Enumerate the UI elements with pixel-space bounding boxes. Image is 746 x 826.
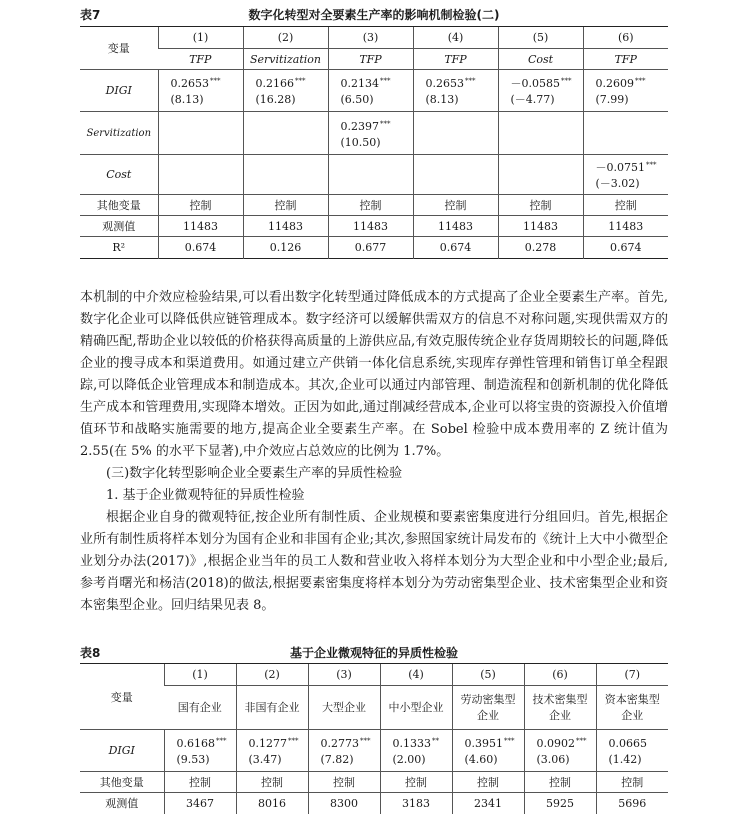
section-heading: (三)数字化转型影响企业全要素生产率的异质性检验: [106, 466, 403, 481]
stars: ***: [561, 77, 572, 85]
t8-digi-cell: [380, 730, 452, 772]
t8-col-num: (1): [164, 664, 236, 686]
stars: ***: [380, 77, 391, 85]
paragraph: 本机制的中介效应检验结果,可以看出数字化转型通过降低成本的方式提高了企业全要素生产率。首先,数字化企业可以降低供应链管理成本。数字经济可以缓解供需双方的信息不对称问题,实现供需双方的精确匹配,帮助企业以较低的价格获得高质量的上游供应品,有效克服传统企业存货周期较长的问题,降低企业的搜寻成本和渠道费用。如通过建立产供销一体化信息系统,实现库存弹性管理和销售订单全程跟踪,可以降低企业管理成本和制造成本。其次,企业可以通过内部管理、制造流程和创新机制的优化降低生产成本和管理费用,实现降本增效。正因为如此,通过削减经营成本,企业可以将宝贵的资源投入价值增值环节和战略实施需要的地方,提高企业全要素生产率。在 Sobel 检验中成本费用率的 Z 统计值为 2.55(在 5% 的水平下显著),中介效应占总效应的比例为 1.7%。: [80, 290, 668, 459]
t7-empty-cell: [158, 155, 243, 195]
t7-cost-cell: [583, 155, 668, 195]
t7-controls-cell: 控制: [583, 195, 668, 216]
t7-controls-cell: 控制: [498, 195, 583, 216]
t7-digi-cell: [243, 70, 328, 112]
stars: **: [432, 737, 439, 745]
coef: 0.2609: [595, 77, 634, 90]
stars: ***: [295, 77, 306, 85]
stars: ***: [646, 161, 657, 169]
t7-row-label-cost: Cost: [80, 155, 158, 195]
group-line1: 资本密集型: [604, 692, 660, 706]
t7-empty-cell: [413, 112, 498, 155]
group-line1: 大型企业: [322, 700, 366, 714]
stars: ***: [635, 77, 646, 85]
coef: 0.1277: [248, 737, 287, 750]
t-stat: (3.47): [248, 753, 282, 766]
coef: －0.0585: [510, 77, 560, 90]
t8-digi-cell: [452, 730, 524, 772]
t7-dep-var: TFP: [328, 49, 413, 70]
t7-col-num: (5): [498, 27, 583, 49]
t8-controls-cell: 控制: [452, 772, 524, 793]
group-line1: 国有企业: [177, 700, 222, 714]
t7-digi-cell: [328, 70, 413, 112]
t7-row-label-obs: 观测值: [80, 216, 158, 237]
t8-group-label: [164, 686, 236, 730]
t7-controls-cell: 控制: [243, 195, 328, 216]
stars: ***: [465, 77, 476, 85]
t7-r2-cell: 0.126: [243, 237, 328, 259]
t8-obs-cell: 5696: [596, 793, 668, 814]
t7-col-num: (4): [413, 27, 498, 49]
t7-empty-cell: [328, 155, 413, 195]
coef: 0.3951: [464, 737, 503, 750]
t-stat: (4.60): [464, 753, 498, 766]
t8-group-label: [596, 686, 668, 730]
t7-col-num: (3): [328, 27, 413, 49]
t8-row-label-obs: 观测值: [80, 793, 164, 814]
t8-col-num: (6): [524, 664, 596, 686]
t8-group-label: [236, 686, 308, 730]
t8-col-num: (7): [596, 664, 668, 686]
t7-col-num: (6): [583, 27, 668, 49]
t8-controls-cell: 控制: [164, 772, 236, 793]
group-line2: 企业: [549, 708, 571, 722]
t7-obs-cell: 11483: [158, 216, 243, 237]
table8-title: 基于企业微观特征的异质性检验: [289, 646, 458, 660]
t8-digi-cell: [308, 730, 380, 772]
t8-row-label-controls: 其他变量: [80, 772, 164, 793]
t7-obs-cell: 11483: [498, 216, 583, 237]
t8-group-label: [380, 686, 452, 730]
t8-obs-cell: 3467: [164, 793, 236, 814]
t8-obs-cell: 8016: [236, 793, 308, 814]
t8-col-num: (4): [380, 664, 452, 686]
t7-obs-cell: 11483: [583, 216, 668, 237]
t-stat: (8.13): [425, 93, 459, 106]
group-line1: 劳动密集型: [460, 692, 516, 706]
t8-var-header: 变量: [80, 664, 164, 730]
paragraph: 根据企业自身的微观特征,按企业所有制性质、企业规模和要素密集度进行分组回归。首先,根据企业所有制性质将样本划分为国有企业和非国有企业;其次,参照国家统计局发布的《统计上大中小微型企业划分办法(2017)》,根据企业当年的员工人数和营业收入将样本划分为大型企业和中小型企业;最后,参考肖曙光和杨洁(2018)的做法,根据要素密集度将样本划分为劳动密集型企业、技术密集型企业和资本密集型企业。回归结果见表 8。: [80, 510, 668, 613]
t-stat: (10.50): [340, 135, 381, 149]
t-stat: (16.28): [255, 93, 296, 106]
group-line2: 企业: [477, 708, 499, 722]
t-stat: (7.82): [320, 753, 354, 766]
t7-digi-cell: [158, 70, 243, 112]
t7-empty-cell: [243, 112, 328, 155]
t-stat: (9.53): [176, 753, 210, 766]
t-stat: (1.42): [608, 753, 642, 766]
coef: 0.6168: [176, 737, 215, 750]
t7-var-header: 变量: [80, 27, 158, 70]
t7-r2-cell: 0.278: [498, 237, 583, 259]
t7-controls-cell: 控制: [328, 195, 413, 216]
t8-controls-cell: 控制: [308, 772, 380, 793]
t7-empty-cell: [583, 112, 668, 155]
t7-digi-cell: [498, 70, 583, 112]
group-line1: 中小型企业: [388, 700, 444, 714]
coef: 0.2653: [170, 77, 209, 90]
t8-col-num: (2): [236, 664, 308, 686]
stars: ***: [504, 737, 515, 745]
t8-obs-cell: 2341: [452, 793, 524, 814]
stars: ***: [288, 737, 299, 745]
table7-label: 表7: [80, 8, 101, 22]
t-stat: (8.13): [170, 93, 204, 106]
coef: 0.2773: [320, 737, 359, 750]
t7-servitization-cell: [328, 112, 413, 155]
t-stat: (－3.02): [595, 177, 640, 190]
t8-group-label: [308, 686, 380, 730]
t8-row-label-digi: DIGI: [80, 730, 164, 772]
t8-col-num: (5): [452, 664, 524, 686]
t7-col-num: (1): [158, 27, 243, 49]
t7-dep-var: Servitization: [243, 49, 328, 70]
coef: 0.2134: [340, 77, 379, 90]
coef: 0.0902: [536, 737, 575, 750]
table8-caption: [80, 644, 668, 662]
t7-r2-cell: 0.677: [328, 237, 413, 259]
stars: ***: [360, 737, 371, 745]
t7-digi-cell: [413, 70, 498, 112]
t-stat: (3.06): [536, 753, 570, 766]
group-line1: 技术密集型: [532, 692, 588, 706]
t-stat: (－4.77): [510, 93, 555, 106]
coef: 0.2653: [425, 77, 464, 90]
t8-digi-cell: [524, 730, 596, 772]
t7-digi-cell: [583, 70, 668, 112]
t7-dep-var: Cost: [498, 49, 583, 70]
table7-caption: [80, 6, 668, 24]
coef: 0.2166: [255, 77, 294, 90]
t8-group-label: [524, 686, 596, 730]
t7-obs-cell: 11483: [328, 216, 413, 237]
t7-r2-cell: 0.674: [583, 237, 668, 259]
t-stat: (6.50): [340, 93, 374, 106]
t8-group-label: [452, 686, 524, 730]
t7-dep-var: TFP: [583, 49, 668, 70]
t7-r2-cell: 0.674: [413, 237, 498, 259]
coef: 0.0665: [608, 737, 647, 750]
t7-empty-cell: [498, 155, 583, 195]
stars: ***: [210, 77, 221, 85]
t7-dep-var: TFP: [413, 49, 498, 70]
t8-controls-cell: 控制: [236, 772, 308, 793]
t8-obs-cell: 5925: [524, 793, 596, 814]
t8-obs-cell: 8300: [308, 793, 380, 814]
t8-digi-cell: [164, 730, 236, 772]
body-text: [80, 287, 668, 617]
t7-controls-cell: 控制: [413, 195, 498, 216]
table8: [80, 663, 668, 814]
t7-dep-var: TFP: [158, 49, 243, 70]
group-line2: 企业: [621, 708, 644, 722]
coef: －0.0751: [595, 161, 645, 174]
t7-row-label-servitization: Servitization: [80, 112, 158, 155]
t7-empty-cell: [413, 155, 498, 195]
t7-controls-cell: 控制: [158, 195, 243, 216]
stars: ***: [576, 737, 587, 745]
table7-title: 数字化转型对全要素生产率的影响机制检验(二): [248, 8, 500, 22]
t7-obs-cell: 11483: [413, 216, 498, 237]
t-stat: (7.99): [595, 93, 629, 106]
table8-label: 表8: [80, 646, 101, 660]
t7-row-label-controls: 其他变量: [80, 195, 158, 216]
t8-controls-cell: 控制: [380, 772, 452, 793]
coef: 0.1333: [392, 737, 431, 750]
t7-col-num: (2): [243, 27, 328, 49]
t8-digi-cell: [596, 730, 668, 772]
t7-empty-cell: [498, 112, 583, 155]
t7-r2-cell: 0.674: [158, 237, 243, 259]
group-line1: 非国有企业: [244, 700, 300, 714]
t8-controls-cell: 控制: [524, 772, 596, 793]
t7-row-label-digi: DIGI: [80, 70, 158, 112]
t7-row-label-r2: R²: [80, 237, 158, 259]
coef: 0.2397: [340, 119, 379, 133]
stars: ***: [216, 737, 227, 745]
table7: [80, 26, 668, 259]
stars: ***: [380, 119, 391, 128]
t7-obs-cell: 11483: [243, 216, 328, 237]
t7-empty-cell: [158, 112, 243, 155]
t8-controls-cell: 控制: [596, 772, 668, 793]
t7-empty-cell: [243, 155, 328, 195]
t8-obs-cell: 3183: [380, 793, 452, 814]
subsection-heading: 1. 基于企业微观特征的异质性检验: [106, 488, 305, 503]
t-stat: (2.00): [392, 753, 426, 766]
t8-digi-cell: [236, 730, 308, 772]
t8-col-num: (3): [308, 664, 380, 686]
